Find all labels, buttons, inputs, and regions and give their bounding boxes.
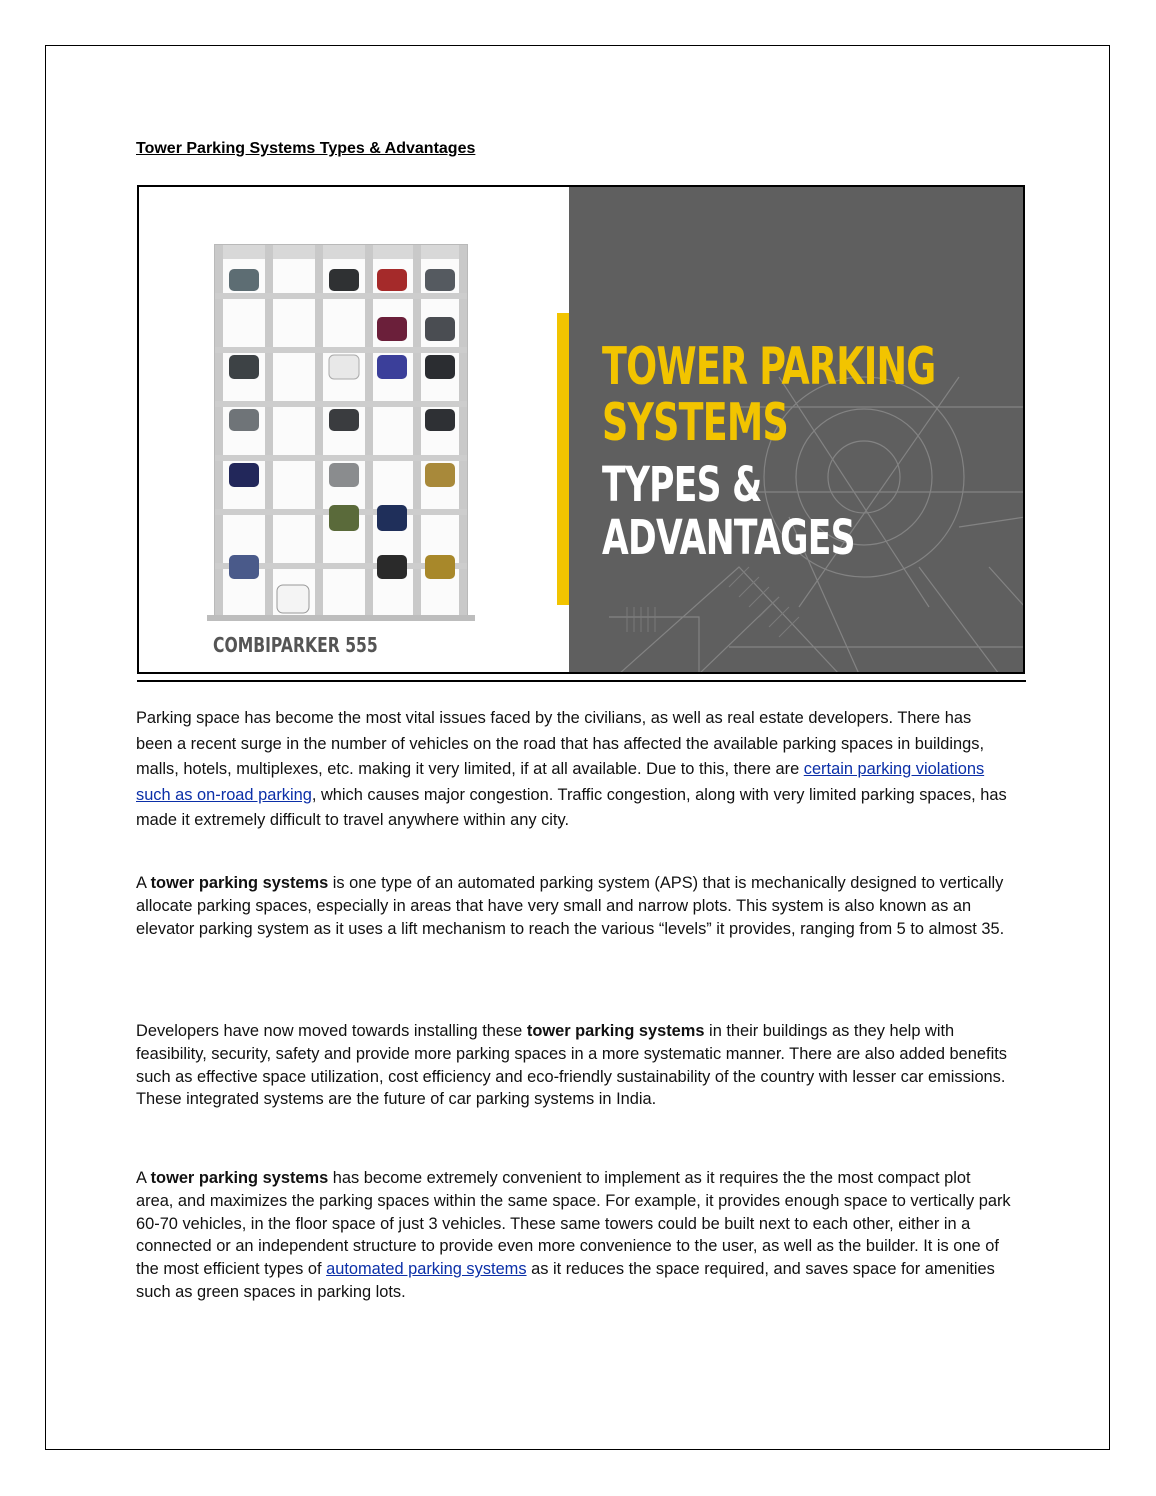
paragraph-1-text-a: Parking space has become the most vital issues faced by the civilians, as well as real estate developers. There has been a recent surge in the number of vehicles on the road that has affected the available parking spaces in buildings, malls, hotels, multiplexes, etc. making it very limited, if at all available. Due to this, there are (136, 709, 985, 778)
banner-image (137, 185, 1025, 674)
paragraph-2-text-a: A (136, 874, 151, 892)
paragraph-2-bold: tower parking systems (150, 874, 329, 892)
banner-subhead (602, 459, 855, 565)
headline-line-1: TOWER PARKING (602, 337, 936, 397)
paragraph-3-text-b: in their buildings as they help with feasibility, security, safety and provide more parking spaces in a more systematic manner. There are also added benefits such as effective space utilization, cost efficiency and eco-friendly sustainability of the country with lesser car emissions. These integrated systems are the future of car parking systems in India. (136, 1022, 1007, 1109)
paragraph-1-text-b: , which causes major congestion. Traffic congestion, along with very limited parking spaces, has made it extremely difficult to travel anywhere within any city. (136, 785, 1007, 829)
tower-illustration (207, 245, 475, 621)
paragraph-4 (136, 1167, 1011, 1304)
paragraph-2 (136, 872, 1011, 940)
paragraph-4-bold: tower parking systems (150, 1169, 329, 1187)
banner-headline (602, 339, 935, 451)
link-automated-parking-systems[interactable]: automated parking systems (326, 1260, 527, 1279)
paragraph-3 (136, 1020, 1011, 1111)
paragraph-1 (136, 706, 1011, 834)
subhead-line-1: TYPES & (602, 457, 762, 513)
subhead-line-2: ADVANTAGES (602, 510, 855, 566)
link-parking-violations[interactable]: certain parking violations such as on-road parking (136, 760, 985, 804)
paragraph-4-text-b: has become extremely convenient to implement as it requires the the most compact plot area, and maximizes the parking spaces within the same space. For example, it provides enough space to vertically park 60-70 vehicles, in the floor space of just 3 vehicles. These same towers could be built next to each other, either in a connected or an independent structure to provide even more convenience to the user, as well as the builder. It is one of the most efficient types of (136, 1169, 1011, 1279)
headline-line-2: SYSTEMS (602, 393, 788, 453)
accent-bar (557, 313, 569, 605)
paragraph-4-text-c: as it reduces the space required, and saves space for amenities such as green spaces in parking lots. (136, 1260, 995, 1301)
paragraph-4-text-a: A (136, 1169, 151, 1187)
paragraph-3-bold: tower parking systems (526, 1022, 705, 1040)
document-title: Tower Parking Systems Types & Advantages (136, 140, 476, 157)
banner-caption: COMBIPARKER 555 (213, 633, 378, 657)
banner-underline (137, 680, 1026, 682)
paragraph-2-text-b: is one type of an automated parking system (APS) that is mechanically designed to vertically allocate parking spaces, especially in areas that have very small and narrow plots. This system is also known as an elevator parking system as it uses a lift mechanism to reach the various “levels” it provides, ranging from 5 to almost 35. (136, 874, 1005, 938)
paragraph-3-text-a: Developers have now moved towards installing these (136, 1022, 527, 1040)
